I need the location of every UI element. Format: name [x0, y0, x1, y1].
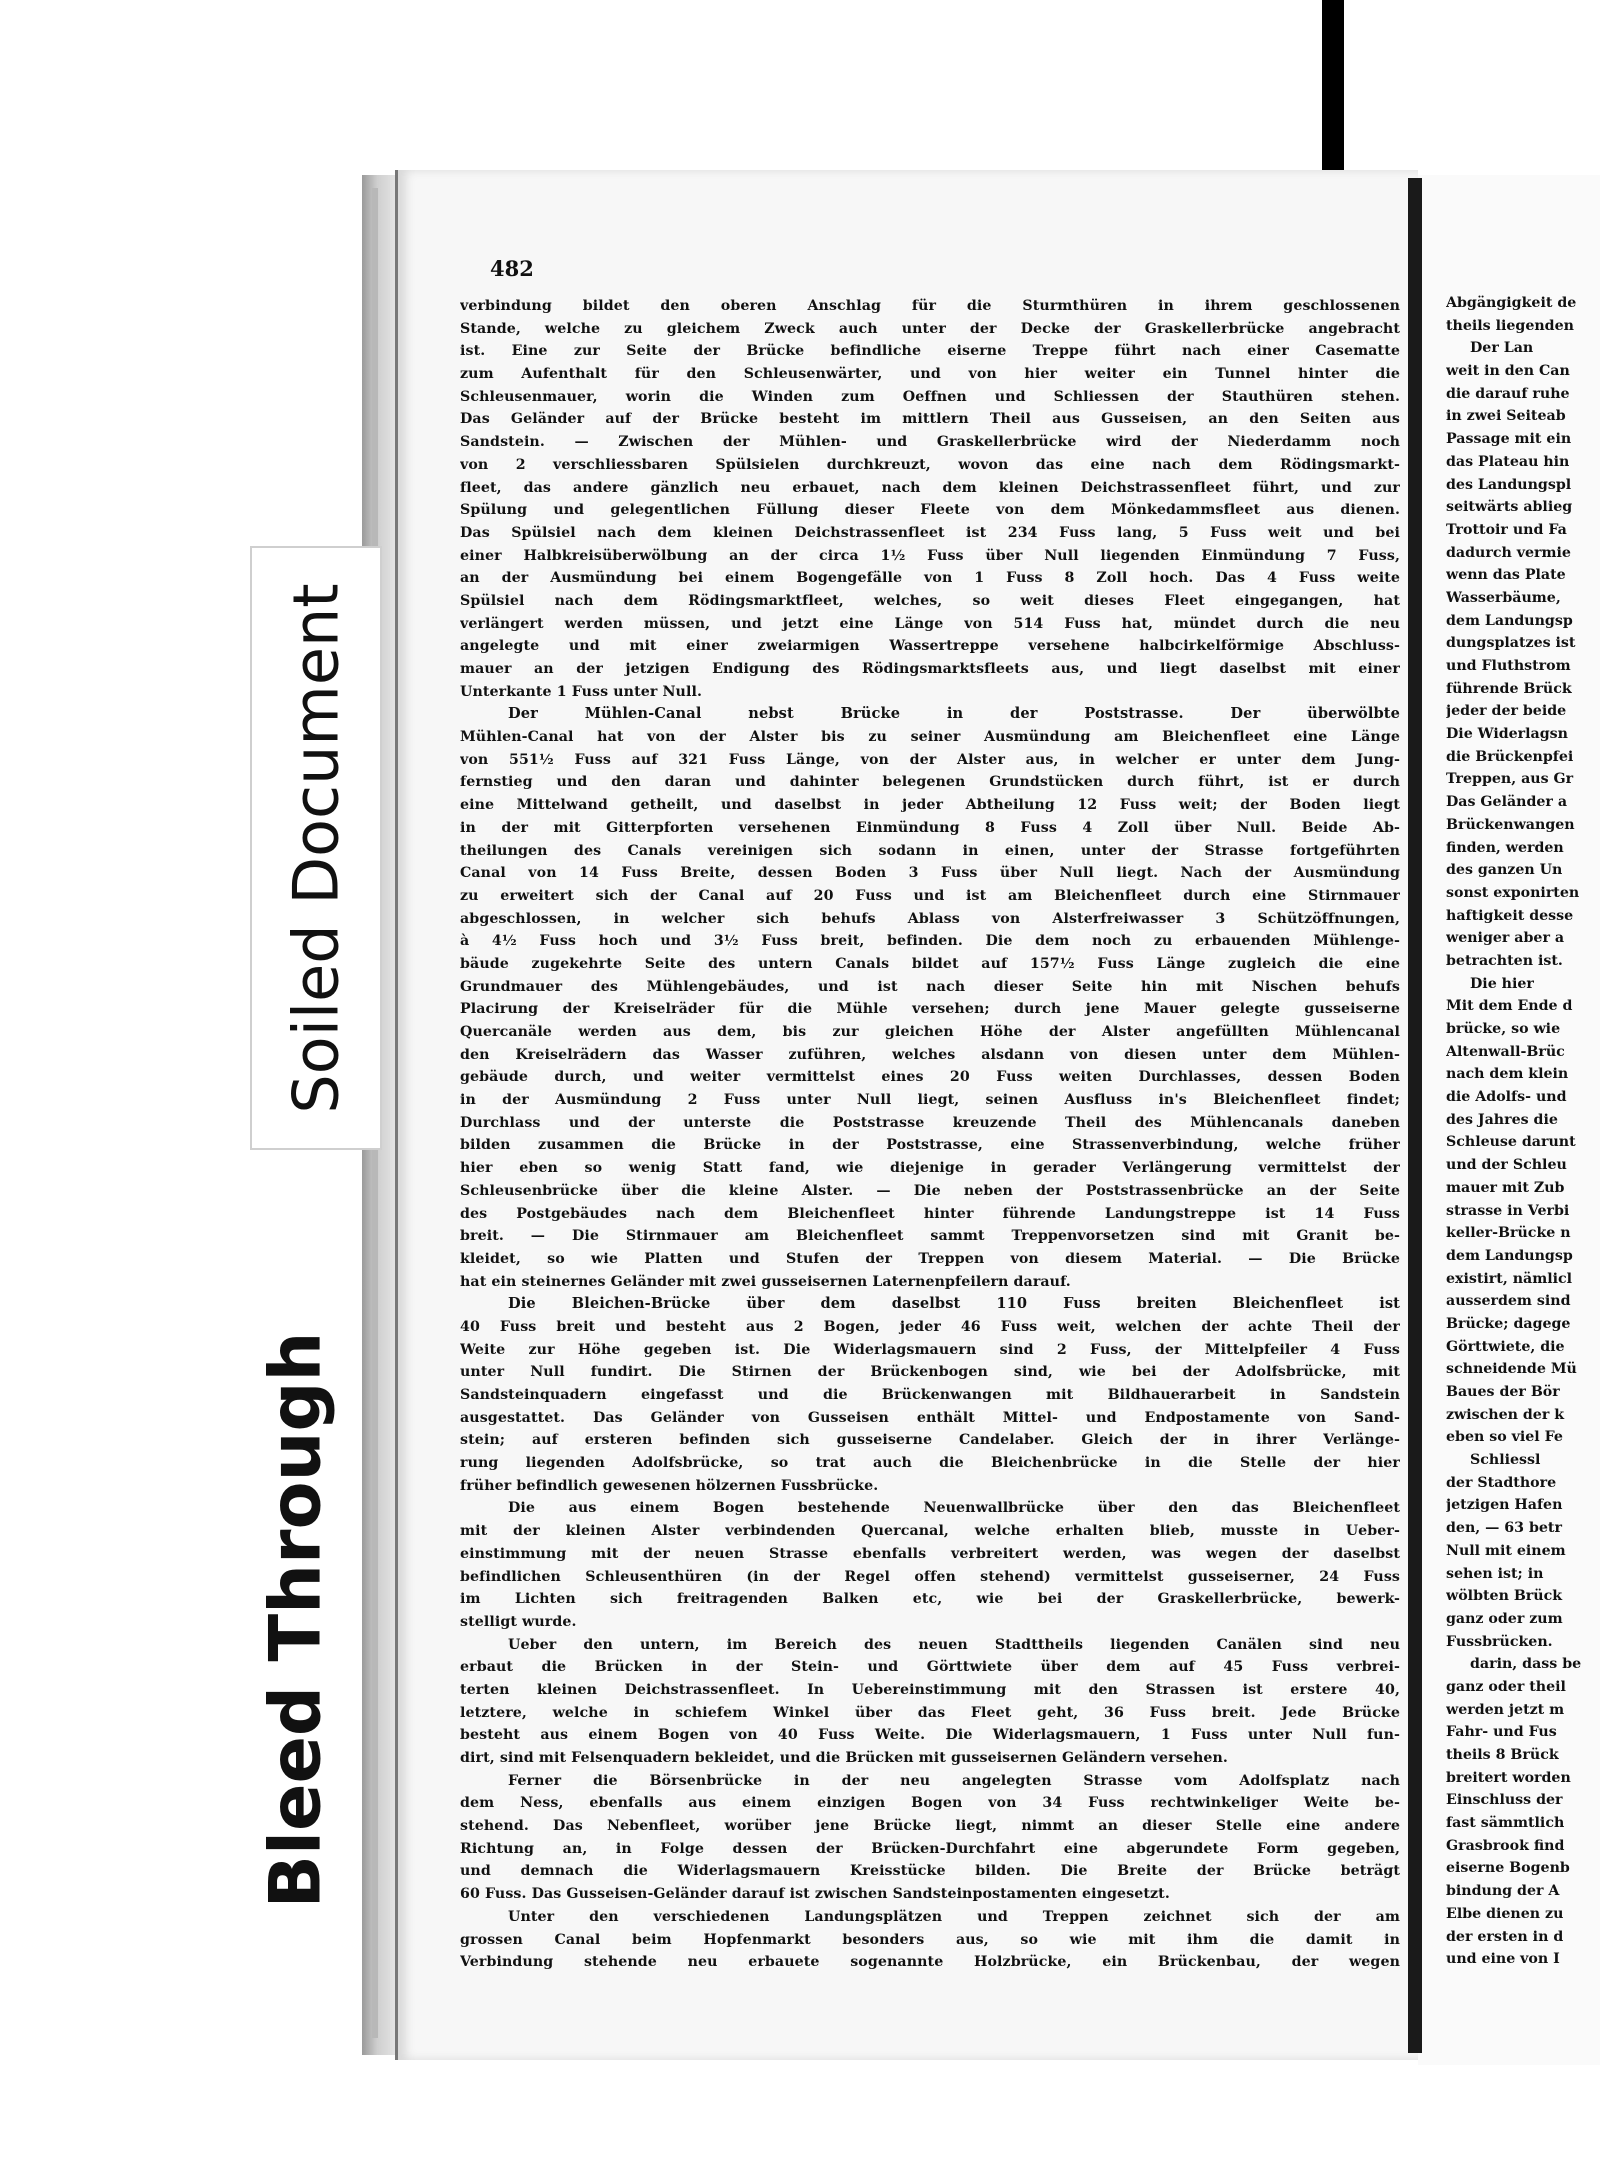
text-line: mauer an der jetzigen Endigung des Rödingsmarktsfleets aus, und liegt daselbst mit einer	[460, 661, 1400, 677]
text-line: Ferner die Börsenbrücke in der neu angelegten Strasse vom Adolfsplatz nach	[508, 1772, 1400, 1789]
text-line: Schleusenbrücke über die kleine Alster. — Die neben der Poststrassenbrücke an der Seite	[460, 1182, 1400, 1199]
text-line: fernstieg und den daran und dahinter belegenen Grundstücken durch führt, ist er durch	[460, 774, 1400, 791]
text-line: fleet, das andere gänzlich neu erbauet, nach dem kleinen Deichstrassenfleet führt, und zur	[460, 479, 1400, 496]
text-line: seitwärts ablieg	[1446, 499, 1573, 516]
text-line: verlängert werden müssen, und jetzt eine Länge von 514 Fuss hat, mündet durch die neu	[460, 615, 1400, 632]
text-line: Brücke; dagege	[1446, 1315, 1571, 1332]
text-line: Unter den verschiedenen Landungsplätzen und Treppen zeichnet sich der am	[508, 1908, 1400, 1925]
text-line: Grasbrook find	[1446, 1837, 1565, 1854]
text-line: 40 Fuss breit und besteht aus 2 Bogen, jeder 46 Fuss weit, welchen der achte Theil der	[460, 1318, 1400, 1335]
text-line: und eine von I	[1446, 1951, 1560, 1968]
text-line: die Brückenpfei	[1446, 748, 1574, 765]
text-line: Treppen, aus Gr	[1446, 771, 1574, 788]
text-line: an der Ausmündung bei einem Bogengefälle von 1 Fuss 8 Zoll hoch. Das 4 Fuss weite	[460, 570, 1400, 587]
text-line: breitert worden	[1446, 1769, 1571, 1786]
text-line: Wasserbäume,	[1446, 589, 1561, 606]
text-line: Passage mit ein	[1446, 431, 1572, 448]
text-line: führende Brück	[1446, 680, 1572, 697]
text-line: die Adolfs- und	[1446, 1089, 1567, 1106]
text-line: ganz oder zum	[1446, 1610, 1563, 1627]
text-line: Placirung der Kreiselräder für die Mühle versehen; durch jene Mauer gelegte gusseiserne	[460, 1001, 1400, 1018]
text-line: rung liegenden Adolfsbrücke, so trat auch die Bleichenbrücke in die Stelle der hier	[460, 1455, 1400, 1472]
text-line: eine Mittelwand getheilt, und daselbst in jeder Abtheilung 12 Fuss weit; der Boden liegt	[460, 797, 1400, 814]
text-line: Spülung und gelegentlichen Füllung dieser Fleete von dem Mönkedammsfleet aus dienen.	[460, 502, 1400, 519]
text-line: Weite zur Höhe gegeben ist. Die Widerlagsmauern sind 2 Fuss, der Mittelpfeiler 4 Fuss	[460, 1341, 1400, 1358]
text-line: früher befindlich gewesenen hölzernen Fussbrücke.	[460, 1477, 879, 1494]
text-line: jeder der beide	[1446, 703, 1567, 720]
text-line: bilden zusammen die Brücke in der Poststrasse, eine Strassenverbindung, welche früher	[460, 1137, 1400, 1154]
text-line: dem Ness, ebenfalls aus einem einzigen Bogen von 34 Fuss rechtwinkeliger Weite be-	[460, 1795, 1400, 1812]
text-line: sehen ist; in	[1446, 1565, 1544, 1582]
text-line: Fahr- und Fus	[1446, 1724, 1557, 1741]
text-line: weniger aber a	[1446, 930, 1565, 947]
text-line: in der Ausmündung 2 Fuss unter Null liegt, seinen Ausfluss in's Bleichenfleet findet;	[460, 1092, 1400, 1109]
text-line: kleidet, so wie Platten und Stufen der Treppen von diesem Material. — Die Brücke	[460, 1250, 1400, 1267]
text-line: dungsplatzes ist	[1446, 635, 1576, 652]
text-line: den Kreiselrädern das Wasser zuführen, welches alsdann von diesen unter dem Mühlen-	[460, 1046, 1400, 1063]
text-line: grossen Canal beim Hopfenmarkt besonders aus, so wie mit ihm die damit in	[460, 1931, 1400, 1948]
text-line: dirt, sind mit Felsenquadern bekleidet, und die Brücken mit gusseisernen Geländern versehen.	[460, 1750, 1228, 1766]
text-line: jetzigen Hafen	[1446, 1497, 1563, 1514]
text-line: existirt, nämlicl	[1446, 1270, 1573, 1287]
text-line: Sandstein. — Zwischen der Mühlen- und Graskellerbrücke wird der Niederdamm noch	[460, 434, 1400, 451]
text-line: im Lichten sich freitragenden Balken etc, wie bei der Graskellerbrücke, bewerk-	[460, 1591, 1400, 1608]
text-line: à 4½ Fuss hoch und 3½ Fuss breit, befinden. Die dem noch zu erbauenden Mühlenge-	[460, 933, 1400, 950]
text-line: der Stadthore	[1446, 1474, 1557, 1491]
text-line: fast sämmtlich	[1446, 1815, 1565, 1832]
text-line: Das Geländer a	[1446, 794, 1568, 811]
text-line: Trottoir und Fa	[1446, 521, 1567, 538]
text-line: Mit dem Ende d	[1446, 998, 1573, 1015]
text-line: haftigkeit desse	[1446, 907, 1574, 924]
text-line: eben so viel Fe	[1446, 1429, 1563, 1446]
text-line: Richtung an, in Folge dessen der Brücken-Durchfahrt eine abgerundete Form gegeben,	[460, 1840, 1400, 1857]
text-line: Schleusenmauer, worin die Winden zum Oeffnen und Schliessen der Stauthüren stehen.	[460, 388, 1400, 405]
text-line: werden jetzt m	[1446, 1701, 1565, 1718]
text-line: ausgestattet. Das Geländer von Gusseisen enthält Mittel- und Endpostamente von Sand-	[460, 1409, 1400, 1426]
text-line: zu erweitert sich der Canal auf 20 Fuss und ist am Bleichenfleet durch eine Stirnmauer	[460, 887, 1400, 904]
text-line: wenn das Plate	[1446, 567, 1566, 584]
text-line: Das Spülsiel nach dem kleinen Deichstrassenfleet ist 234 Fuss lang, 5 Fuss weit und bei	[460, 524, 1400, 541]
text-line: Schleuse darunt	[1446, 1134, 1576, 1151]
text-line: den, — 63 betr	[1446, 1520, 1562, 1537]
text-line: Schliessl	[1470, 1452, 1541, 1469]
text-line: Altenwall-Brüc	[1446, 1043, 1565, 1060]
text-line: verbindung bildet den oberen Anschlag für die Sturmthüren in ihrem geschlossenen	[460, 298, 1400, 314]
page-number: 482	[490, 256, 534, 281]
text-line: bäude zugekehrte Seite des untern Canals bildet auf 157½ Fuss Länge zugleich die eine	[460, 955, 1400, 972]
text-line: angelegte und mit einer zweiarmigen Wassertreppe versehene halbcirkelförmige Abschluss-	[460, 638, 1400, 655]
text-line: Sandsteinquadern eingefasst und die Brückenwangen mit Bildhauerarbeit in Sandstein	[460, 1387, 1400, 1403]
text-line: 60 Fuss. Das Gusseisen-Geländer darauf ist zwischen Sandsteinpostamenten eingesetzt.	[460, 1886, 1170, 1903]
text-line: dem Landungsp	[1446, 1247, 1573, 1264]
text-line: eiserne Bogenb	[1446, 1860, 1570, 1877]
text-line: Grundmauer des Mühlengebäudes, und ist nach dieser Seite hin mit Nischen behufs	[460, 978, 1400, 995]
text-line: Brückenwangen	[1446, 816, 1575, 833]
text-line: gebäude durch, und weiter vermittelst eines 20 Fuss weiten Durchlasses, dessen Boden	[460, 1069, 1400, 1086]
text-line: keller-Brücke n	[1446, 1225, 1571, 1242]
text-line: ist. Eine zur Seite der Brücke befindliche eiserne Treppe führt nach einer Casematte	[460, 343, 1400, 360]
text-line: sonst exponirten	[1446, 884, 1580, 901]
text-line: Abgängigkeit de	[1446, 295, 1577, 311]
text-line: zwischen der k	[1446, 1406, 1565, 1423]
text-line: Mühlen-Canal hat von der Alster bis zu seiner Ausmündung am Bleichenfleet eine Länge	[460, 729, 1400, 746]
text-line: hier eben so wenig Statt fand, wie diejenige in gerader Verlängerung vermittelst der	[460, 1160, 1400, 1177]
text-line: Spülsiel nach dem Rödingsmarktfleet, welches, so weit dieses Fleet eingegangen, hat	[460, 592, 1400, 609]
text-line: unter Null fundirt. Die Stirnen der Brückenbogen sind, wie bei der Adolfsbrücke, mit	[460, 1364, 1400, 1381]
left-page-text-column	[460, 295, 1400, 1974]
bleed-through-label-text: Bleed Through	[254, 1331, 336, 1909]
text-line: theils liegenden	[1446, 317, 1574, 334]
text-line: brücke, so wie	[1446, 1021, 1561, 1037]
text-line: Die Bleichen-Brücke über dem daselbst 110 Fuss breiten Bleichenfleet ist	[508, 1295, 1400, 1313]
text-line: ganz oder theil	[1446, 1678, 1566, 1695]
text-line: die darauf ruhe	[1446, 385, 1570, 402]
text-line: abgeschlossen, in welcher sich behufs Ablass von Alsterfreiwasser 3 Schützöffnungen,	[460, 910, 1400, 927]
text-line: stelligt wurde.	[460, 1613, 577, 1630]
text-line: Görttwiete, die	[1446, 1338, 1565, 1355]
text-line: theils 8 Brück	[1446, 1747, 1559, 1763]
text-line: betrachten ist.	[1446, 952, 1563, 969]
text-line: von 2 verschliessbaren Spülsielen durchkreuzt, wovon das eine nach dem Rödingsmarkt-	[460, 456, 1400, 473]
right-page-text-column	[1446, 292, 1600, 1971]
text-line: befindlichen Schleusenthüren (in der Regel offen stehend) vermittelst gusseiserner, 24 Fuss	[460, 1568, 1400, 1585]
text-line: finden, werden	[1446, 839, 1564, 856]
text-line: Baues der Bör	[1446, 1384, 1560, 1400]
text-line: darin, dass be	[1470, 1656, 1582, 1673]
text-line: Elbe dienen zu	[1446, 1905, 1564, 1922]
text-line: des Postgebäudes nach dem Bleichenfleet hinter führende Landungstreppe ist 14 Fuss	[460, 1205, 1400, 1222]
text-line: und demnach die Widerlagsmauern Kreisstücke bilden. Die Breite der Brücke beträgt	[460, 1863, 1400, 1880]
text-line: der ersten in d	[1446, 1928, 1564, 1945]
text-line: weit in den Can	[1446, 363, 1570, 380]
text-line: Die hier	[1470, 975, 1534, 992]
text-line: terten kleinen Deichstrassenfleet. In Uebereinstimmung mit den Strassen ist erstere 40,	[460, 1681, 1400, 1698]
text-line: bindung der A	[1446, 1883, 1560, 1900]
text-line: dadurch vermie	[1446, 544, 1571, 561]
text-line: Null mit einem	[1446, 1542, 1566, 1559]
text-line: Canal von 14 Fuss Breite, dessen Boden 3 Fuss über Null liegt. Nach der Ausmündung	[460, 865, 1400, 882]
text-line: Ueber den untern, im Bereich des neuen Stadttheils liegenden Canälen sind neu	[508, 1636, 1400, 1653]
text-line: und der Schleu	[1446, 1157, 1567, 1174]
text-line: Einschluss der	[1446, 1792, 1563, 1809]
book-gutter	[1408, 178, 1422, 2053]
text-line: hat ein steinernes Geländer mit zwei gusseisernen Laternenpfeilern darauf.	[460, 1273, 1071, 1290]
text-line: Die aus einem Bogen bestehende Neuenwallbrücke über den das Bleichenfleet	[508, 1500, 1400, 1517]
text-line: Der Mühlen-Canal nebst Brücke in der Poststrasse. Der überwölbte	[508, 705, 1400, 723]
text-line: Verbindung stehende neu erbauete sogenannte Holzbrücke, ein Brückenbau, der wegen	[460, 1954, 1400, 1971]
text-line: einstimmung mit der neuen Strasse ebenfalls verbreitert werden, was wegen der daselbst	[460, 1545, 1400, 1562]
text-line: und Fluthstrom	[1446, 658, 1571, 674]
text-line: letztere, welche in schiefem Winkel über das Fleet geht, 36 Fuss breit. Jede Brücke	[460, 1704, 1400, 1721]
text-line: strasse in Verbi	[1446, 1202, 1570, 1219]
text-line: von 551½ Fuss auf 321 Fuss Länge, von der Alster aus, in welcher er unter dem Jung-	[460, 751, 1400, 768]
text-line: in zwei Seiteab	[1446, 408, 1566, 425]
text-line: theilungen des Canals vereinigen sich sodann in einen, unter der Strasse fortgeführten	[460, 842, 1400, 859]
text-line: dem Landungsp	[1446, 612, 1573, 629]
text-line: des Landungspl	[1446, 476, 1572, 493]
scanner-black-bar	[1322, 0, 1344, 175]
text-line: Unterkante 1 Fuss unter Null.	[460, 683, 702, 700]
text-line: Quercanäle werden aus dem, bis zur gleichen Höhe der Alster angefüllten Mühlencanal	[460, 1024, 1400, 1040]
text-line: ausserdem sind	[1446, 1293, 1571, 1310]
text-line: stein; auf ersteren befinden sich gusseiserne Candelaber. Gleich der in ihrer Verlänge-	[460, 1432, 1400, 1449]
bleed-through-label	[250, 1300, 340, 1940]
text-line: Stande, welche zu gleichem Zweck auch unter der Decke der Graskellerbrücke angebracht	[460, 320, 1400, 337]
text-line: zum Aufenthalt für den Schleusenwärter, und von hier weiter ein Tunnel hinter die	[460, 366, 1400, 383]
text-line: besteht aus einem Bogen von 40 Fuss Weite. Die Widerlagsmauern, 1 Fuss unter Null fun-	[460, 1727, 1400, 1744]
text-line: stehend. Das Nebenfleet, worüber jene Brücke liegt, nimmt an dieser Stelle eine andere	[460, 1818, 1400, 1835]
text-line: Durchlass und der unterste die Poststrasse kreuzende Theil des Mühlencanals daneben	[460, 1114, 1400, 1131]
text-line: schneidende Mü	[1446, 1361, 1577, 1378]
text-line: mit der kleinen Alster verbindenden Quercanal, welche erhalten blieb, musste in Ueber-	[460, 1523, 1400, 1540]
text-line: Fussbrücken.	[1446, 1633, 1553, 1650]
text-line: nach dem klein	[1446, 1066, 1569, 1083]
text-line: Der Lan	[1470, 340, 1534, 357]
text-line: des Jahres die	[1446, 1111, 1558, 1128]
text-line: das Plateau hin	[1446, 453, 1570, 470]
text-line: des ganzen Un	[1446, 862, 1563, 879]
text-line: breit. — Die Stirnmauer am Bleichenfleet sammt Treppenvorsetzen sind mit Granit be-	[460, 1228, 1400, 1245]
text-line: in der mit Gitterpforten versehenen Einmündung 8 Fuss 4 Zoll über Null. Beide Ab-	[460, 819, 1400, 836]
text-line: wölbten Brück	[1446, 1588, 1563, 1605]
text-line: Die Widerlagsn	[1446, 726, 1568, 743]
text-line: Das Geländer auf der Brücke besteht im mittlern Theil aus Gusseisen, an den Seiten aus	[460, 411, 1400, 428]
text-line: einer Halbkreisüberwölbung an der circa 1½ Fuss über Null liegenden Einmündung 7 Fuss,	[460, 547, 1400, 564]
text-line: erbaut die Brücken in der Stein- und Görttwiete über dem auf 45 Fuss verbrei-	[460, 1659, 1400, 1676]
text-line: mauer mit Zub	[1446, 1179, 1565, 1196]
soiled-document-label-text: Soiled Document	[279, 582, 353, 1114]
soiled-document-label	[250, 546, 382, 1150]
